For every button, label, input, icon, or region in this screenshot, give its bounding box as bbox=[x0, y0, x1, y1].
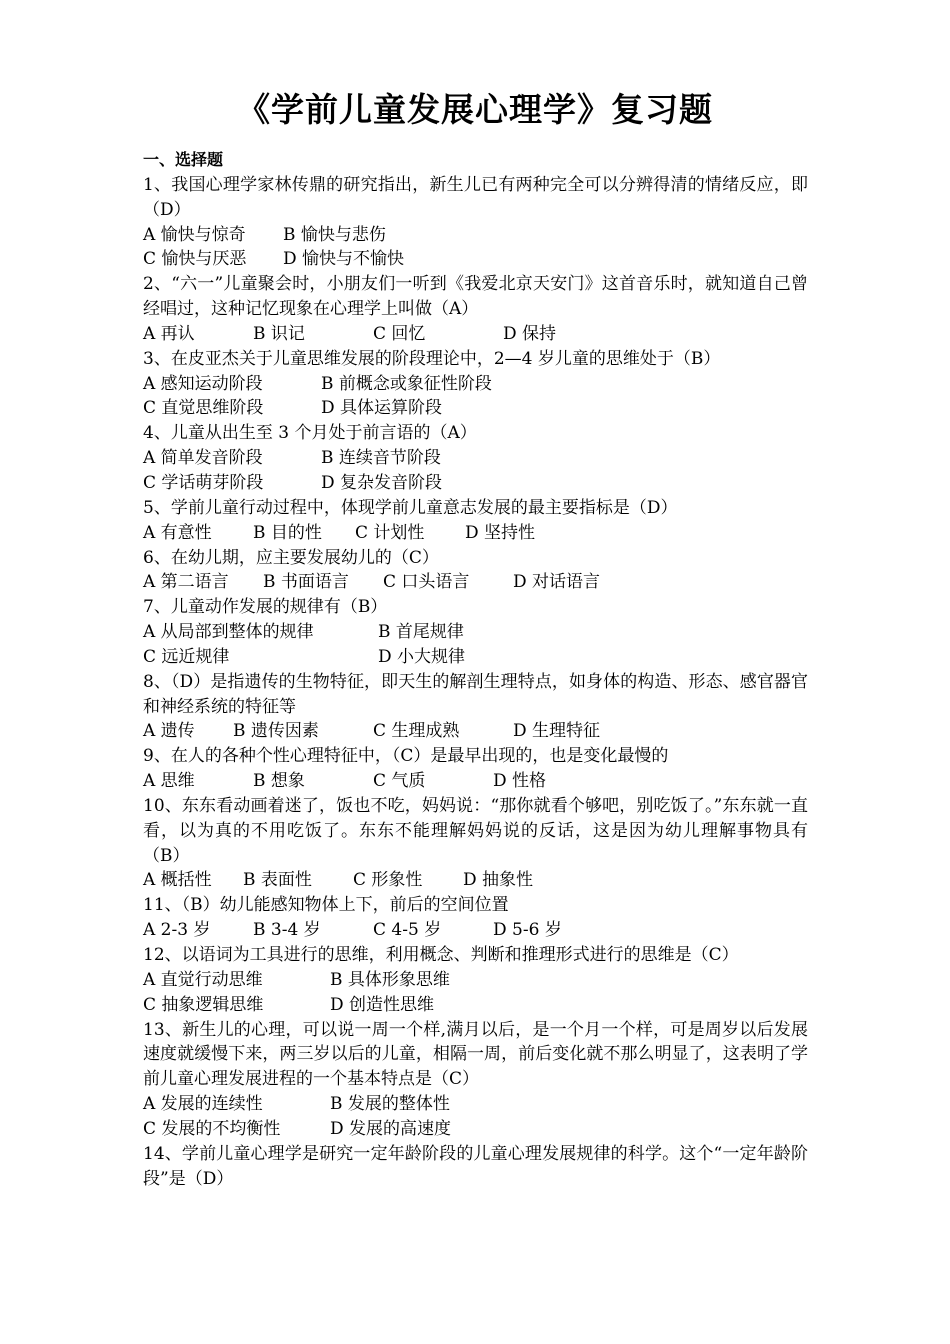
answer-option: C 4-5 岁 bbox=[373, 920, 442, 941]
answer-option: D 性格 bbox=[493, 771, 547, 792]
question-text: 7、儿童动作发展的规律有（B） bbox=[143, 597, 388, 618]
answer-option: A 从局部到整体的规律 bbox=[143, 622, 314, 643]
options-row bbox=[143, 471, 808, 496]
options-row bbox=[143, 620, 808, 645]
answer-option: C 愉快与厌恶 bbox=[143, 249, 247, 270]
answer-option: D 生理特征 bbox=[513, 721, 601, 742]
answer-option: B 发展的整体性 bbox=[330, 1094, 450, 1115]
question-block bbox=[143, 670, 808, 745]
options-row bbox=[143, 868, 808, 893]
answer-option: D 坚持性 bbox=[465, 522, 536, 543]
answer-option: B 想象 bbox=[253, 771, 305, 792]
answer-option: A 概括性 bbox=[143, 870, 212, 891]
question-text: 9、在人的各种个性心理特征中，（C）是最早出现的，也是变化最慢的 bbox=[143, 746, 669, 767]
answer-option: A 再认 bbox=[143, 323, 195, 344]
answer-option: B 表面性 bbox=[243, 870, 312, 891]
answer-option: C 形象性 bbox=[353, 870, 423, 891]
question-list bbox=[143, 148, 808, 1191]
answer-option: C 发展的不均衡性 bbox=[143, 1118, 281, 1139]
question-block bbox=[143, 893, 808, 943]
answer-option: D 复杂发音阶段 bbox=[321, 472, 443, 493]
section-heading: 一、选择题 bbox=[143, 150, 224, 169]
question-text: 3、在皮亚杰关于儿童思维发展的阶段理论中，2—4 岁儿童的思维处于（B） bbox=[143, 348, 721, 369]
answer-option: C 直觉思维阶段 bbox=[143, 398, 264, 419]
question-block bbox=[143, 1018, 808, 1142]
question-block bbox=[143, 496, 808, 546]
question-block bbox=[143, 421, 808, 496]
options-row bbox=[143, 446, 808, 471]
answer-option: A 直觉行动思维 bbox=[143, 969, 263, 990]
answer-option: A 第二语言 bbox=[143, 572, 229, 593]
answer-option: C 气质 bbox=[373, 771, 426, 792]
answer-option: A 发展的连续性 bbox=[143, 1094, 263, 1115]
question-block bbox=[143, 546, 808, 596]
options-row bbox=[143, 372, 808, 397]
options-row bbox=[143, 570, 808, 595]
answer-option: B 具体形象思维 bbox=[330, 969, 450, 990]
answer-option: B 书面语言 bbox=[263, 572, 349, 593]
answer-option: B 识记 bbox=[253, 323, 305, 344]
answer-option: D 对话语言 bbox=[513, 572, 601, 593]
question-block bbox=[143, 744, 808, 794]
question-text: 6、在幼儿期，应主要发展幼儿的（C） bbox=[143, 547, 439, 568]
options-row bbox=[143, 968, 808, 993]
answer-option: B 连续音节阶段 bbox=[321, 448, 441, 469]
answer-option: D 创造性思维 bbox=[330, 994, 435, 1015]
answer-option: D 抽象性 bbox=[463, 870, 534, 891]
question-block bbox=[143, 347, 808, 422]
question-block bbox=[143, 595, 808, 670]
options-row bbox=[143, 396, 808, 421]
question-text: 2、“六一”儿童聚会时，小朋友们一听到《我爱北京天安门》这首音乐时，就知道自己曾经唱过，这种记忆现象在心理学上叫做（A） bbox=[143, 274, 808, 320]
answer-option: B 愉快与悲伤 bbox=[283, 224, 386, 245]
options-row bbox=[143, 993, 808, 1018]
answer-option: B 3-4 岁 bbox=[253, 920, 321, 941]
answer-option: A 感知运动阶段 bbox=[143, 373, 263, 394]
answer-option: C 计划性 bbox=[355, 522, 425, 543]
answer-option: A 有意性 bbox=[143, 522, 212, 543]
answer-option: A 简单发音阶段 bbox=[143, 448, 263, 469]
options-row bbox=[143, 1092, 808, 1117]
answer-option: A 愉快与惊奇 bbox=[143, 224, 246, 245]
question-text: 13、新生儿的心理，可以说一周一个样,满月以后，是一个月一个样，可是周岁以后发展速度就缓慢下来，两三岁以后的儿童，相隔一周，前后变化就不那么明显了，这表明了学前儿童心理发展进程的一个基本特点是（C） bbox=[143, 1019, 808, 1090]
answer-option: D 5-6 岁 bbox=[493, 920, 562, 941]
options-row bbox=[143, 247, 808, 272]
question-block bbox=[143, 173, 808, 272]
question-block bbox=[143, 272, 808, 347]
question-text: 14、学前儿童心理学是研究一定年龄阶段的儿童心理发展规律的科学。这个“一定年龄阶段”是（D） bbox=[143, 1143, 808, 1189]
question-text: 4、儿童从出生至 3 个月处于前言语的（A） bbox=[143, 423, 477, 444]
answer-option: C 回忆 bbox=[373, 323, 426, 344]
options-row bbox=[143, 322, 808, 347]
options-row bbox=[143, 1117, 808, 1142]
answer-option: C 口头语言 bbox=[383, 572, 470, 593]
answer-option: D 保持 bbox=[503, 323, 557, 344]
options-row bbox=[143, 719, 808, 744]
question-text: 10、东东看动画着迷了，饭也不吃，妈妈说：“那你就看个够吧，别吃饭了。”东东就一直看，以为真的不用吃饭了。东东不能理解妈妈说的反话，这是因为幼儿理解事物具有（B） bbox=[143, 795, 808, 866]
answer-option: B 目的性 bbox=[253, 522, 322, 543]
question-block bbox=[143, 1142, 808, 1192]
options-row bbox=[143, 918, 808, 943]
options-row bbox=[143, 223, 808, 248]
options-row bbox=[143, 645, 808, 670]
answer-option: D 发展的高速度 bbox=[330, 1118, 452, 1139]
answer-option: C 学话萌芽阶段 bbox=[143, 472, 264, 493]
question-text: 5、学前儿童行动过程中，体现学前儿童意志发展的最主要指标是（D） bbox=[143, 497, 678, 518]
document-title: 《学前儿童发展心理学》复习题 bbox=[237, 90, 713, 129]
answer-option: D 具体运算阶段 bbox=[321, 398, 443, 419]
answer-option: B 前概念或象征性阶段 bbox=[321, 373, 492, 394]
answer-option: D 小大规律 bbox=[378, 646, 466, 667]
answer-option: C 生理成熟 bbox=[373, 721, 460, 742]
answer-option: A 遗传 bbox=[143, 721, 195, 742]
question-block bbox=[143, 794, 808, 893]
answer-option: C 抽象逻辑思维 bbox=[143, 994, 264, 1015]
answer-option: B 遗传因素 bbox=[233, 721, 319, 742]
answer-option: D 愉快与不愉快 bbox=[283, 249, 405, 270]
answer-option: B 首尾规律 bbox=[378, 622, 464, 643]
answer-option: A 2-3 岁 bbox=[143, 920, 211, 941]
question-block bbox=[143, 943, 808, 1018]
question-text: 12、以语词为工具进行的思维，利用概念、判断和推理形式进行的思维是（C） bbox=[143, 945, 739, 965]
question-text: 1、我国心理学家林传鼎的研究指出，新生儿已有两种完全可以分辨得清的情绪反应，即（D） bbox=[143, 174, 808, 220]
question-text: 8、（D）是指遗传的生物特征，即天生的解剖生理特点，如身体的构造、形态、感官器官和神经系统的特征等 bbox=[143, 671, 808, 717]
options-row bbox=[143, 769, 808, 794]
options-row bbox=[143, 521, 808, 546]
answer-option: A 思维 bbox=[143, 771, 195, 792]
question-text: 11、（B）幼儿能感知物体上下，前后的空间位置 bbox=[143, 895, 509, 916]
answer-option: C 远近规律 bbox=[143, 646, 230, 667]
